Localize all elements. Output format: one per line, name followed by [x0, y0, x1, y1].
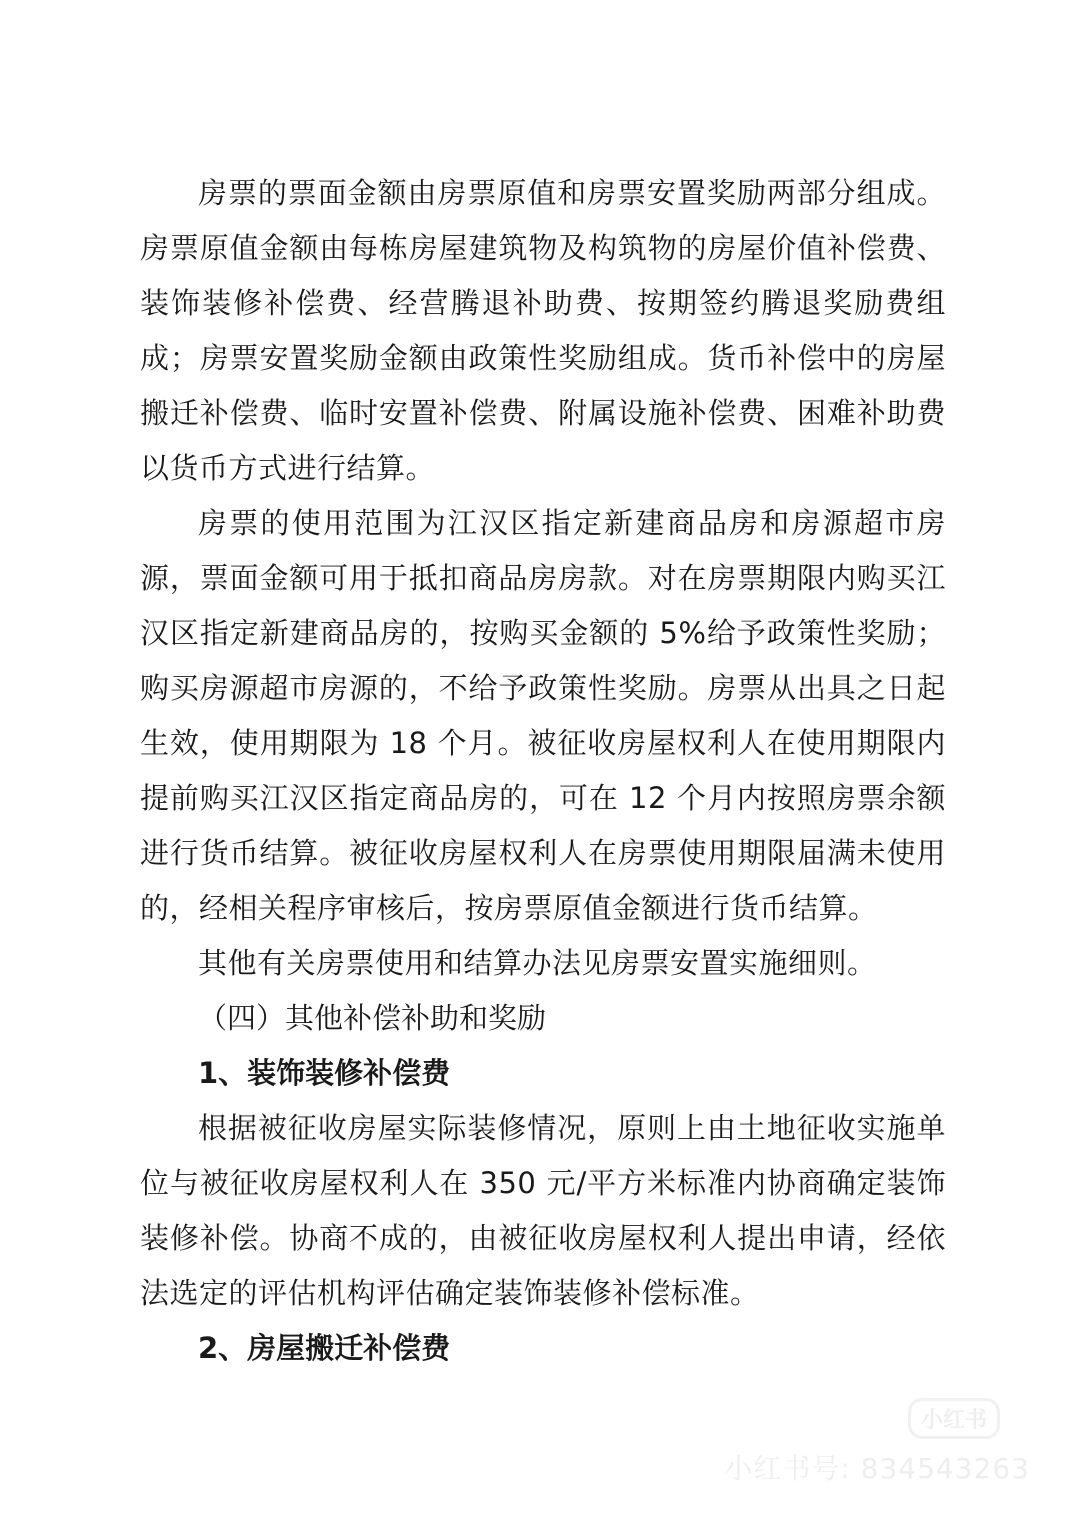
section-title: （四）其他补偿补助和奖励 [198, 1001, 547, 1035]
watermark [724, 1398, 1030, 1487]
item2-heading: 2、房屋搬迁补偿费 [198, 1331, 451, 1365]
paragraph-other-rules: 其他有关房票使用和结算办法见房票安置实施细则。 [198, 946, 877, 980]
document-page [140, 166, 946, 1376]
watermark-logo: 小红书 [908, 1398, 1000, 1439]
paragraph-house-ticket-amount: 房票的票面金额由房票原值和房票安置奖励两部分组成。房票原值金额由每栋房屋建筑物及构筑物的房屋价值补偿费、装饰装修补偿费、经营腾退补助费、按期签约腾退奖励费组成；房票安置奖励金额由政策性奖励组成。货币补偿中的房屋搬迁补偿费、临时安置补偿费、附属设施补偿费、困难补助费以货币方式进行结算。 [140, 176, 946, 485]
watermark-text: 小红书号: 834543263 [724, 1452, 1030, 1485]
item1-heading: 1、装饰装修补偿费 [198, 1056, 451, 1090]
paragraph-house-ticket-scope: 房票的使用范围为江汉区指定新建商品房和房源超市房源，票面金额可用于抵扣商品房房款。对在房票期限内购买江汉区指定新建商品房的，按购买金额的 5%给予政策性奖励；购买房源超市房源的，不给予政策性奖励。房票从出具之日起生效，使用期限为 18 个月。被征收房屋权利人在使用期限内提前购买江汉区指定商品房的，可在 12 个月内按照房票余额进行货币结算。被征收房屋权利人在房票使用期限届满未使用的，经相关程序审核后，按房票原值金额进行货币结算。 [140, 506, 946, 925]
item1-body: 根据被征收房屋实际装修情况，原则上由土地征收实施单位与被征收房屋权利人在 350 元/平方米标准内协商确定装饰装修补偿。协商不成的，由被征收房屋权利人提出申请，经依法选定的评估机构评估确定装饰装修补偿标准。 [140, 1111, 946, 1310]
